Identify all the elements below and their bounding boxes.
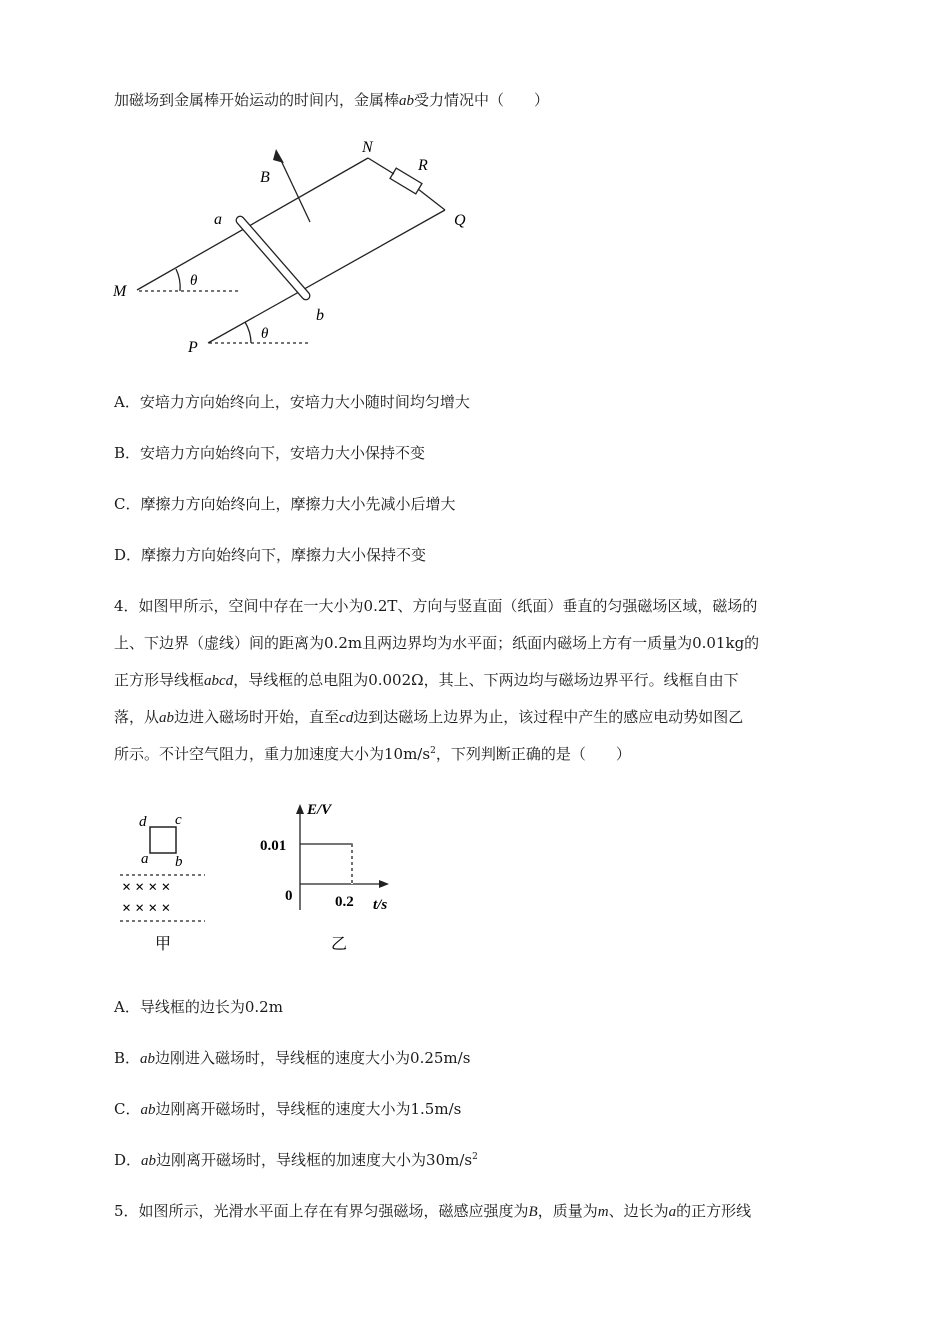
q4-stem-line-2: 上、下边界（虚线）间的距离为0.2m且两边界均为水平面；纸面内磁场上方有一质量为0.01kg的 [114,634,760,652]
arrowhead-icon [273,149,284,163]
label-c: c [175,812,182,828]
angle-arc-M [176,269,180,291]
q3-option-a: A．安培力方向始终向上，安培力大小随时间均匀增大 [114,393,470,411]
q4-option-d: D．ab边刚离开磁场时，导线框的加速度大小为$30m/s^2$ [114,1151,478,1169]
x-tick-label: 0.2 [335,894,354,910]
label-M: M [113,283,127,300]
q4-figure-jia [115,805,225,955]
x-axis-label: t/s [373,897,388,913]
label-R: R [418,157,428,174]
y-axis-label: E/V [307,802,332,818]
q3-option-d: D．摩擦力方向始终向下，摩擦力大小保持不变 [114,546,427,564]
field-crosses-row-1: × × × × [122,879,171,896]
q3-stem: 加磁场到金属棒开始运动的时间内，金属棒ab受力情况中（ ） [114,91,550,109]
label-P: P [188,339,198,356]
q3-figure-incline-rails [100,130,500,360]
label-d: d [139,814,147,830]
q4-option-c: C．ab边刚离开磁场时，导线框的速度大小为1.5m/s [114,1100,462,1118]
y-tick-label: 0.01 [260,838,287,854]
caption-yi: 乙 [331,934,348,953]
q5-stem-line-1: 5．如图所示，光滑水平面上存在有界匀强磁场，磁感应强度为B，质量为m、边长为a的正方形线 [114,1202,752,1220]
q4-stem-line-3: 正方形导线框abcd，导线框的总电阻为0.002Ω，其上、下两边均与磁场边界平行。线框自由下 [114,671,739,689]
label-b: b [175,854,183,870]
emf-plateau-line [300,844,352,884]
angle-arc-P [245,322,251,343]
q4-option-a: A．导线框的边长为0.2m [114,998,283,1016]
square-frame-abcd [150,827,176,853]
q4-stem-line-1: 4．如图甲所示，空间中存在一大小为0.2T、方向与竖直面（纸面）垂直的匀强磁场区域，磁场的 [114,597,758,615]
label-B: B [260,169,270,186]
field-crosses-row-2: × × × × [122,900,171,917]
q3-option-b: B．安培力方向始终向下，安培力大小保持不变 [114,444,426,462]
label-theta-1: θ [190,273,198,289]
rail-MN [137,158,368,290]
q4-figure-yi [255,800,415,955]
x-axis-arrow-icon [379,880,389,888]
metal-rod-ab [235,215,312,302]
q4-stem-line-4: 落，从ab边进入磁场时开始，直至cd边到达磁场上边界为止，该过程中产生的感应电动势如图乙 [114,708,744,726]
caption-jia: 甲 [155,934,172,953]
field-B-arrow [278,154,310,222]
q3-option-c: C．摩擦力方向始终向上，摩擦力大小先减小后增大 [114,495,456,513]
origin-label: 0 [285,888,293,904]
q4-option-b: B．ab边刚进入磁场时，导线框的速度大小为0.25m/s [114,1049,471,1067]
y-axis-arrow-icon [296,804,304,814]
wire-R-Q [418,189,445,210]
q4-stem-line-5: 所示。不计空气阻力，重力加速度大小为$10m/s^2$，下列判断正确的是（ ） [114,745,631,763]
wire-N-R [368,158,394,174]
label-a: a [141,851,149,867]
label-a: a [214,211,222,228]
label-b: b [316,307,324,324]
label-Q: Q [454,212,466,229]
label-N: N [362,139,373,156]
label-theta-2: θ [261,326,269,342]
